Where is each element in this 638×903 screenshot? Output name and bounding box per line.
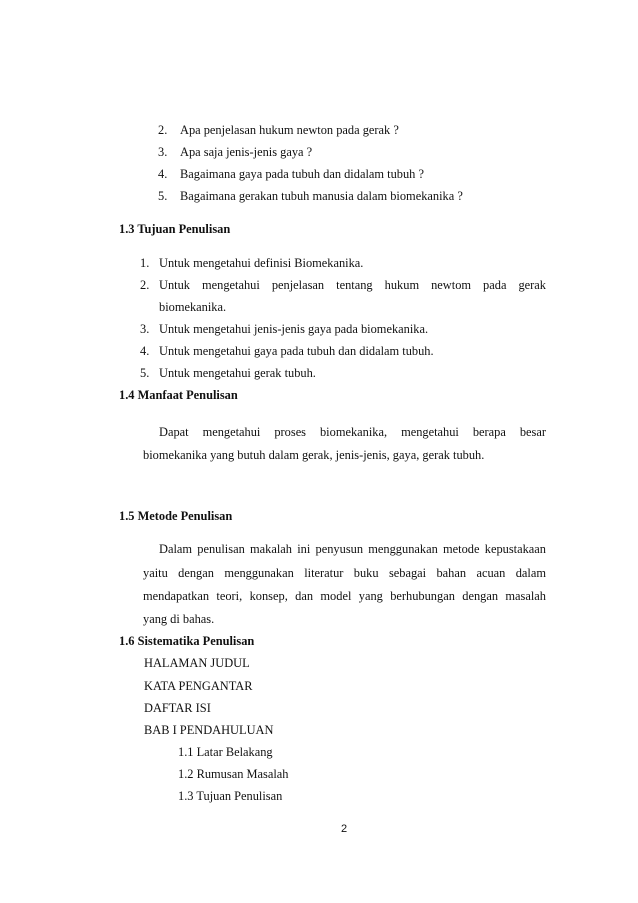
outline-item: HALAMAN JUDUL	[144, 656, 250, 670]
section-heading-tujuan: 1.3 Tujuan Penulisan	[119, 222, 231, 236]
list-text: Untuk mengetahui gerak tubuh.	[159, 366, 316, 380]
list-text-continuation: biomekanika.	[159, 300, 227, 314]
paragraph-line: yang di bahas.	[143, 612, 215, 626]
list-item	[140, 366, 316, 381]
list-number: 5.	[158, 189, 168, 203]
list-number: 1.	[140, 256, 150, 270]
section-heading-manfaat: 1.4 Manfaat Penulisan	[119, 388, 238, 402]
paragraph-line: Dalam penulisan makalah ini penyusun menggunakan metode kepustakaan	[159, 542, 546, 556]
list-text: Untuk mengetahui definisi Biomekanika.	[159, 256, 364, 270]
list-item	[140, 344, 434, 359]
outline-subitem: 1.1 Latar Belakang	[178, 745, 273, 759]
question-item	[158, 189, 463, 204]
list-text: Bagaimana gerakan tubuh manusia dalam biomekanika ?	[180, 189, 463, 203]
list-item	[140, 256, 363, 271]
question-item	[158, 123, 399, 138]
question-item	[158, 145, 312, 160]
list-number: 2.	[140, 278, 150, 292]
list-item	[140, 322, 428, 337]
page-number: 2	[341, 823, 348, 835]
paragraph-line: yaitu dengan menggunakan literatur buku sebagai bahan acuan dalam	[143, 566, 546, 580]
section-heading-metode: 1.5 Metode Penulisan	[119, 509, 233, 523]
list-number: 4.	[140, 344, 150, 358]
outline-subitem: 1.2 Rumusan Masalah	[178, 767, 289, 781]
section-heading-sistematika: 1.6 Sistematika Penulisan	[119, 634, 255, 648]
list-number: 5.	[140, 366, 150, 380]
list-number: 3.	[140, 322, 150, 336]
list-number: 4.	[158, 167, 168, 181]
list-number: 2.	[158, 123, 168, 137]
list-text: Untuk mengetahui gaya pada tubuh dan didalam tubuh.	[159, 344, 434, 358]
outline-item: KATA PENGANTAR	[144, 679, 253, 693]
outline-item: BAB I PENDAHULUAN	[144, 723, 274, 737]
list-text: Bagaimana gaya pada tubuh dan didalam tubuh ?	[180, 167, 424, 181]
paragraph-line: mendapatkan teori, konsep, dan model yang berhubungan dengan masalah	[143, 589, 546, 603]
list-text: Apa saja jenis-jenis gaya ?	[180, 145, 313, 159]
list-text: Untuk mengetahui jenis-jenis gaya pada biomekanika.	[159, 322, 429, 336]
list-text: Untuk mengetahui penjelasan tentang hukum newtom pada gerak	[159, 278, 546, 292]
paragraph-line: Dapat mengetahui proses biomekanika, mengetahui berapa besar	[159, 425, 546, 439]
paragraph-line: biomekanika yang butuh dalam gerak, jenis-jenis, gaya, gerak tubuh.	[143, 448, 485, 462]
list-text: Apa penjelasan hukum newton pada gerak ?	[180, 123, 399, 137]
outline-subitem: 1.3 Tujuan Penulisan	[178, 789, 283, 803]
list-number: 3.	[158, 145, 168, 159]
outline-item: DAFTAR ISI	[144, 701, 211, 715]
question-item	[158, 167, 424, 182]
